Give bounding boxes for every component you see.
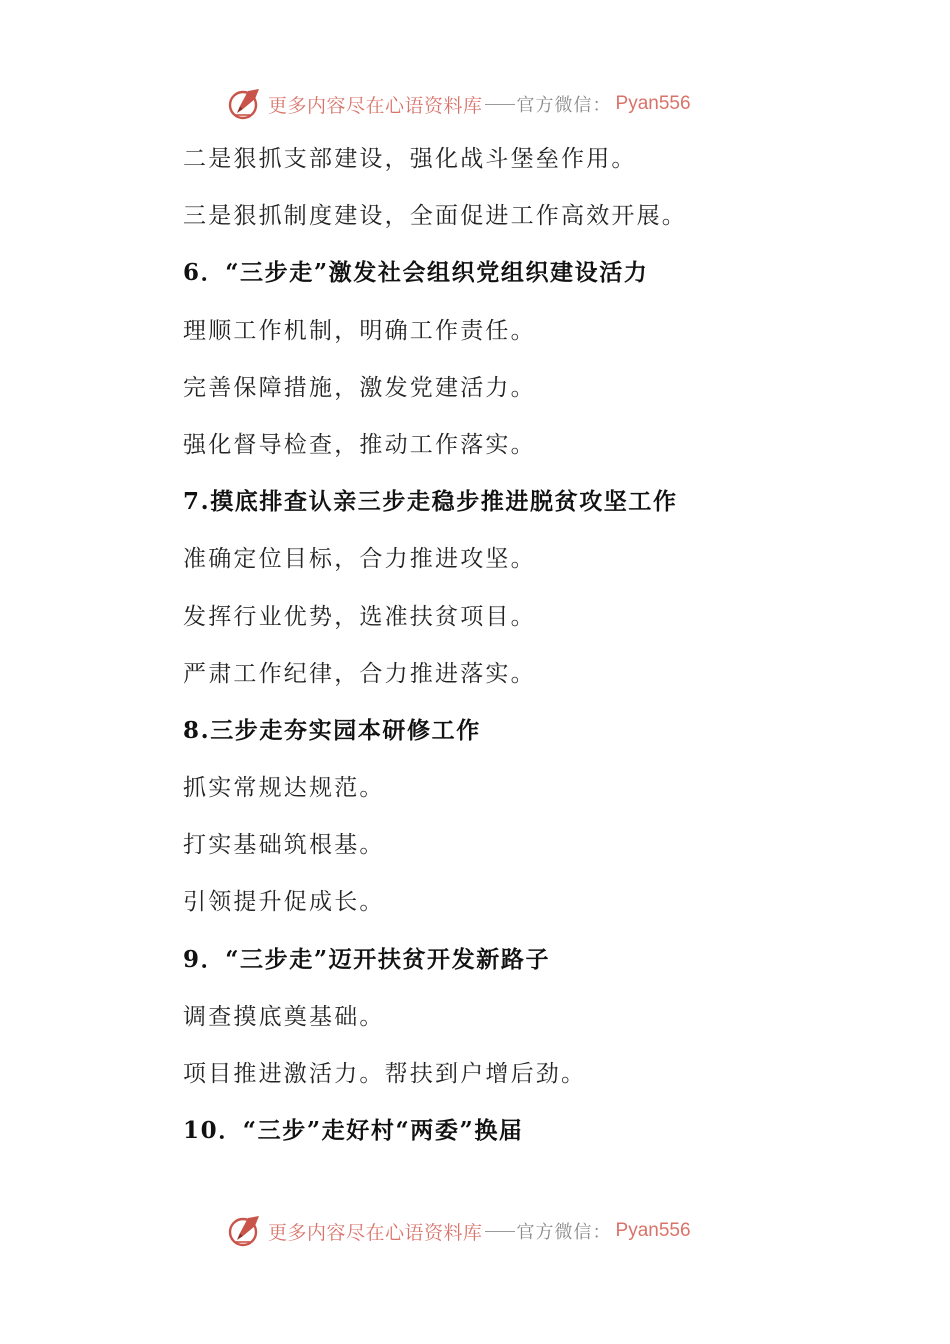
text-line: 二是狠抓支部建设，强化战斗堡垒作用。 <box>183 146 637 172</box>
text-line: 理顺工作机制，明确工作责任。 <box>183 317 536 344</box>
text-line: 完善保障措施，激发党建活力。 <box>183 374 536 401</box>
text-line: 强化督导检查，推动工作落实。 <box>183 431 536 458</box>
watermark-wechat-label: 官方微信： <box>516 95 612 116</box>
text-line: 引领提升促成长。 <box>183 889 385 916</box>
section-heading: 8.三步走夯实园本研修工作 <box>183 716 481 744</box>
watermark-dash <box>485 1231 515 1232</box>
watermark-dash <box>485 104 515 105</box>
text-line: 调查摸底奠基础。 <box>183 1003 385 1030</box>
watermark-wechat-label: 官方微信： <box>516 1222 612 1243</box>
text-line: 三是狠抓制度建设，全面促进工作高效开展。 <box>183 203 687 230</box>
watermark-wechat-id: Pyan556 <box>615 93 691 114</box>
text-line: 严肃工作纪律，合力推进落实。 <box>183 660 536 687</box>
header-watermark <box>228 86 691 122</box>
section-heading: 6．“三步走”激发社会组织党组织建设活力 <box>183 259 649 287</box>
text-line: 发挥行业优势，选准扶贫项目。 <box>183 603 536 630</box>
text-line: 项目推进激活力。帮扶到户增后劲。 <box>183 1061 587 1087</box>
section-heading: 9．“三步走”迈开扶贫开发新路子 <box>183 945 551 973</box>
watermark-brand-text: 更多内容尽在心语资料库 <box>268 94 483 117</box>
pen-nib-circle-icon <box>228 1214 262 1248</box>
text-line: 打实基础筑根基。 <box>183 832 385 859</box>
pen-nib-circle-icon <box>228 87 262 121</box>
text-line: 准确定位目标，合力推进攻坚。 <box>183 546 536 573</box>
text-line: 抓实常规达规范。 <box>183 775 385 802</box>
section-heading: 10．“三步”走好村“两委”换届 <box>183 1117 524 1145</box>
watermark-wechat-id: Pyan556 <box>615 1220 691 1241</box>
section-heading: 7.摸底排查认亲三步走稳步推进脱贫攻坚工作 <box>183 488 678 516</box>
watermark-brand-text: 更多内容尽在心语资料库 <box>268 1221 483 1244</box>
footer-watermark <box>228 1213 691 1249</box>
document-body <box>183 139 903 1168</box>
